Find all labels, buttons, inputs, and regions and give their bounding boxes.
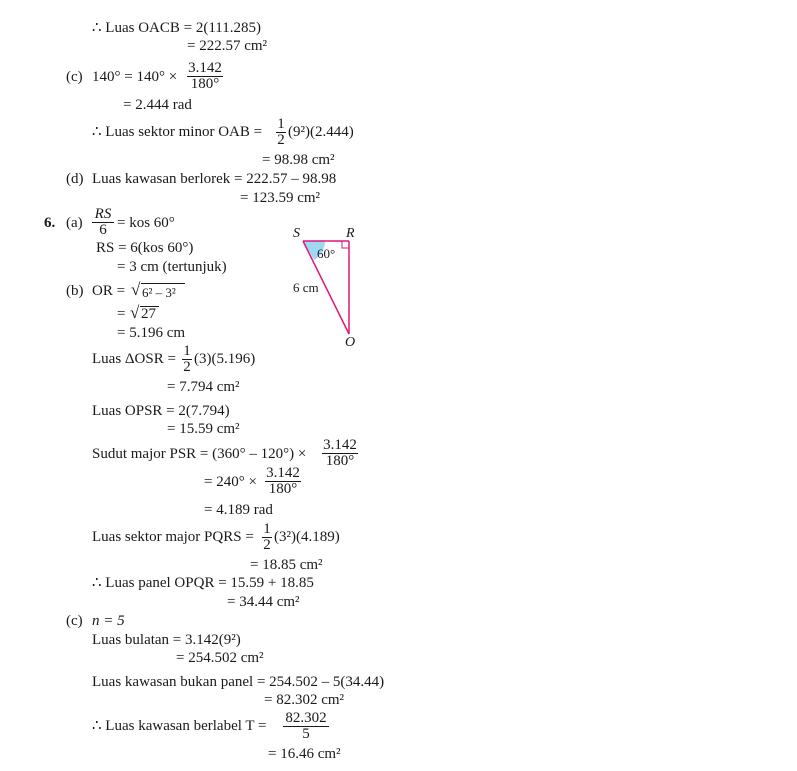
fraction-half [182,344,192,375]
line-area-oacb-result: = 222.57 cm² [187,38,268,54]
line-area-opsr-result: = 15.59 cm² [167,421,240,437]
line-area-osr-factors: (3)(5.196) [194,351,256,367]
line-or-equals: = [117,306,126,322]
line-or-result: = 5.196 cm [117,325,186,341]
part-c6-label: (c) [66,613,83,629]
line-sector-minor: ∴ Luas sektor minor OAB = [92,124,263,140]
fraction-denominator: 2 [277,132,285,148]
fraction-numerator: 82.302 [283,711,329,727]
sqrt-icon: √ [130,303,140,322]
vertex-label-o: O [345,335,356,349]
side-length-label: 6 cm [293,280,319,295]
line-cos-60: = kos 60° [117,215,175,231]
fraction-half-major [262,522,272,553]
line-panel-area-result: = 34.44 cm² [227,594,300,610]
line-major-angle: Sudut major PSR = (360° – 120°) × [92,446,307,462]
line-area-osr: Luas ΔOSR = [92,351,176,367]
line-sector-major-result: = 18.85 cm² [250,557,323,573]
line-sector-major: Luas sektor major PQRS = [92,529,254,545]
fraction-c1 [187,61,223,92]
radicand-27: 27 [141,306,156,322]
fraction-numerator: 1 [277,116,285,132]
fraction-numerator: 3.142 [323,437,357,453]
line-area-opsr: Luas OPSR = 2(7.794) [92,403,230,419]
line-circle-area: Luas bulatan = 3.142(9²) [92,632,241,648]
line-rs-formula: RS = 6(kos 60°) [96,240,194,256]
line-area-oacb: ∴ Luas OACB = 2(111.285) [92,20,261,36]
part-d-label: (d) [66,171,84,187]
line-or: OR = [92,283,126,299]
line-panel-area: ∴ Luas panel OPQR = 15.59 + 18.85 [92,575,314,591]
line-circle-area-result: = 254.502 cm² [176,650,264,666]
line-c-radians: = 2.444 rad [123,97,192,113]
line-non-panel-area: Luas kawasan bukan panel = 254.502 – 5(34.44) [92,674,385,690]
fraction-t [283,711,329,742]
fraction-numerator: 3.142 [188,60,222,76]
right-angle-icon [342,241,349,248]
line-240-conversion: = 240° × [204,474,257,490]
line-shaded-area: Luas kawasan berlorek = 222.57 – 98.98 [92,171,337,187]
fraction-denominator: 5 [302,726,310,742]
fraction-denominator: 2 [263,537,271,553]
angle-label: 60° [317,246,336,261]
line-n-value: n = 5 [92,613,125,629]
part-a-label: (a) [66,215,83,231]
sqrt-icon: √ [131,280,141,299]
line-sector-minor-factors: (9²)(2.444) [288,124,354,140]
line-sector-minor-result: = 98.98 cm² [262,152,335,168]
line-label-t-area: ∴ Luas kawasan berlabel T = [92,718,267,734]
fraction-g1 [322,438,358,469]
fraction-denominator: 2 [183,359,191,375]
fraction-denominator: 180° [325,453,355,469]
line-major-angle-result: = 4.189 rad [204,502,273,518]
triangle-diagram [285,224,405,349]
line-shaded-area-result: = 123.59 cm² [240,190,321,206]
part-c-label: (c) [66,69,83,85]
fraction-numerator: RS [92,207,114,223]
question-number: 6. [44,215,56,231]
fraction-g2 [265,466,301,497]
fraction-denominator: 180° [190,76,220,92]
radicand-or: 6² – 3² [142,285,176,300]
vertex-label-r: R [346,226,355,241]
fraction-numerator: 1 [263,521,271,537]
line-rs-result: = 3 cm (tertunjuk) [117,259,227,275]
line-sector-major-factors: (3²)(4.189) [274,529,340,545]
line-area-osr-result: = 7.794 cm² [167,379,240,395]
fraction-numerator: 1 [183,343,191,359]
fraction-rs-6 [92,207,114,238]
part-b-label: (b) [66,283,84,299]
line-c-conversion: 140° = 140° × [92,69,178,85]
fraction-numerator: 3.142 [266,465,300,481]
line-label-t-result: = 16.46 cm² [268,746,341,762]
vertex-label-s: S [293,226,300,241]
fraction-denominator: 6 [99,222,107,238]
line-non-panel-result: = 82.302 cm² [264,692,345,708]
fraction-c3 [276,117,286,148]
fraction-denominator: 180° [268,481,298,497]
